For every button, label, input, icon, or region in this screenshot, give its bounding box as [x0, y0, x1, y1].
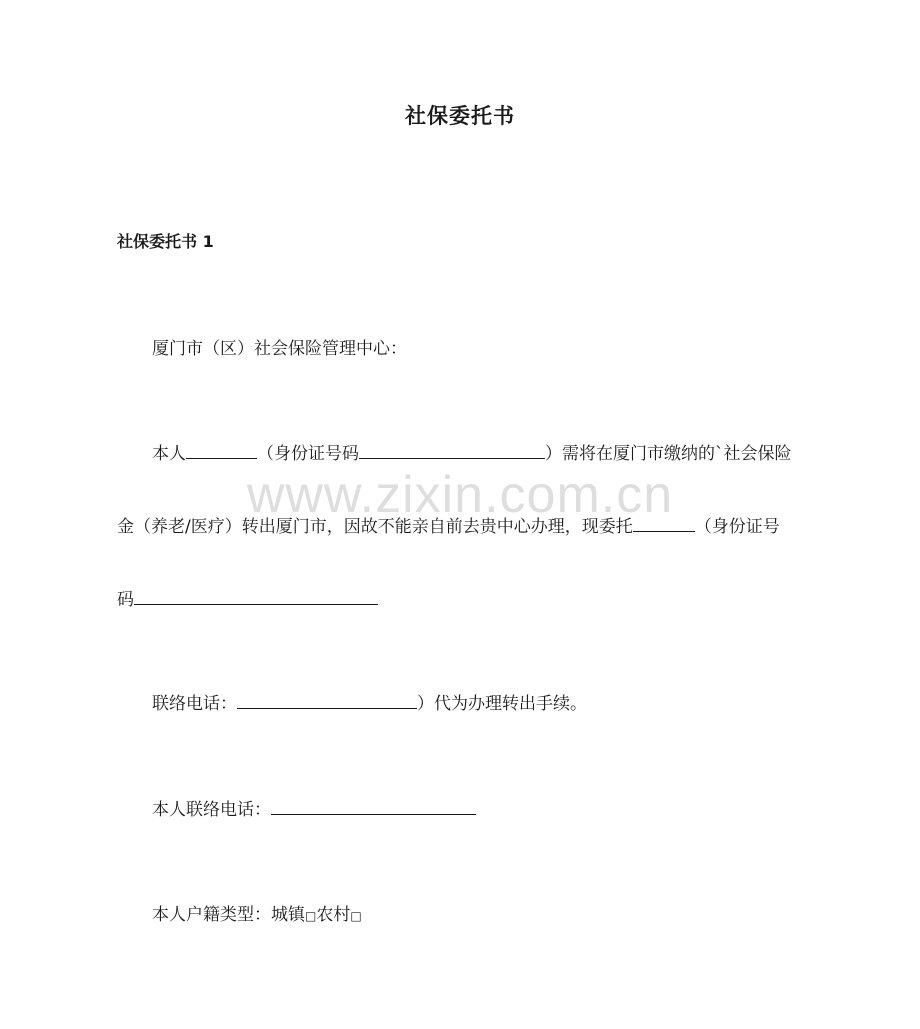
name-blank: [186, 440, 257, 459]
phone-label: 联络电话：: [152, 694, 237, 714]
phone-line-suffix: ）代为办理转出手续。: [417, 694, 587, 714]
para1-text-3: ）需将在厦门市缴纳的`社会保险: [545, 444, 792, 464]
agent-name-blank: [633, 513, 695, 532]
urban-checkbox: □: [305, 909, 317, 923]
paragraph-line-2: [117, 512, 780, 537]
para2-text-2: （身份证号: [694, 517, 780, 537]
addressee-text: 厦门市（区）社会保险管理中心：: [152, 339, 407, 359]
own-phone-blank: [271, 796, 476, 815]
section-heading: 社保委托书 1: [117, 232, 214, 251]
para2-text-1: 金（养老/医疗）转出厦门市，因故不能亲自前去贵中心办理，现委托: [117, 517, 633, 537]
para1-text-1: 本人: [152, 444, 186, 464]
household-line: [152, 900, 362, 925]
addressee-line: [152, 334, 407, 359]
own-phone-line: [152, 795, 476, 820]
household-label: 本人户籍类型：城镇: [152, 905, 305, 925]
para3-text-1: 码: [117, 590, 134, 610]
id-number-blank: [359, 440, 545, 459]
rural-label: 农村: [316, 905, 351, 925]
agent-id-blank: [134, 586, 378, 605]
paragraph-line-1: [152, 439, 792, 464]
phone-line: [152, 689, 587, 714]
document-title: 社保委托书: [405, 104, 515, 128]
watermark: www.zixin.com.cn: [246, 466, 674, 524]
rural-checkbox: □: [350, 909, 362, 923]
agent-phone-blank: [237, 690, 417, 709]
paragraph-line-3: [117, 585, 378, 610]
para1-text-2: （身份证号码: [257, 444, 359, 464]
own-phone-label: 本人联络电话：: [152, 800, 271, 820]
